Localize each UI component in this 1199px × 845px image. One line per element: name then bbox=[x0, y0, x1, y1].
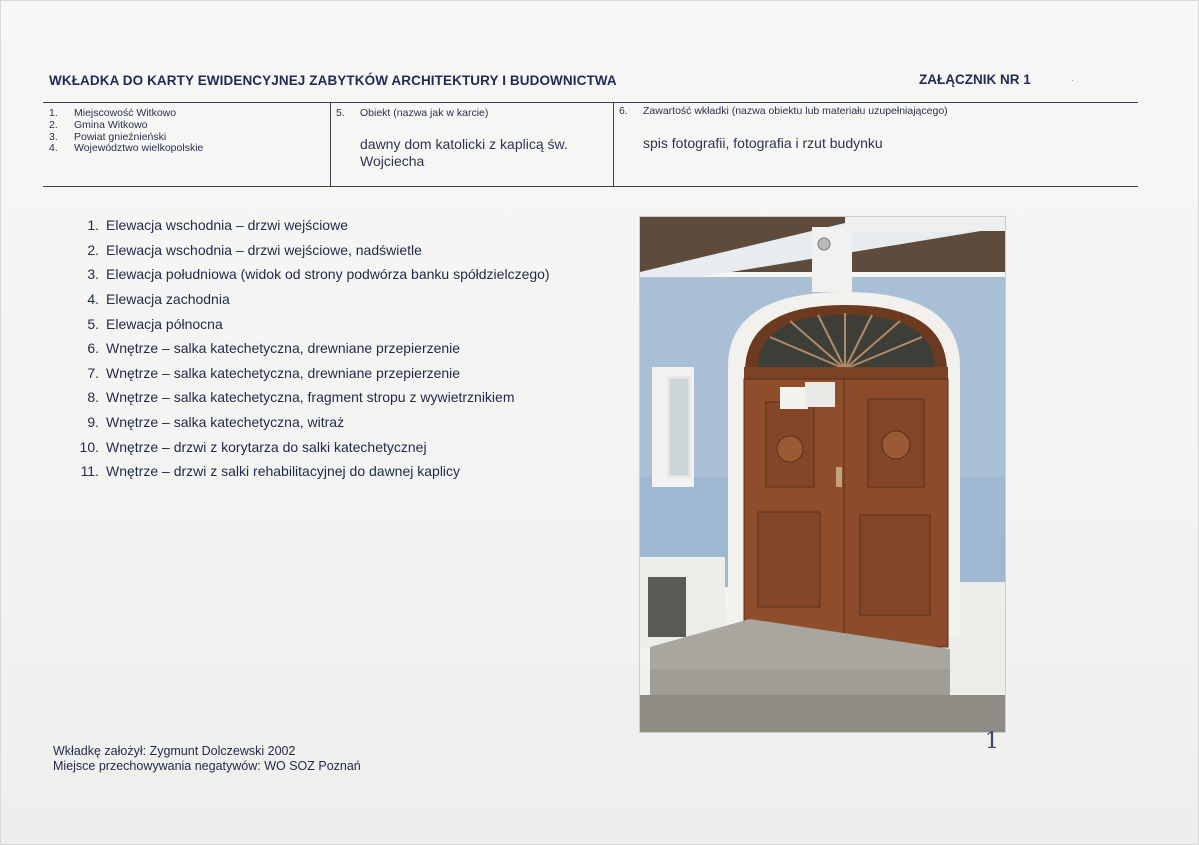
list-item-number: 9. bbox=[87, 414, 99, 431]
list-item-label: Elewacja wschodnia – drzwi wejściowe, nadświetle bbox=[106, 241, 422, 258]
handwritten-page-number: 1 bbox=[985, 729, 999, 754]
location-county: Powiat gnieźnieński bbox=[74, 130, 167, 143]
location-number: 1. bbox=[49, 107, 58, 119]
photo-list bbox=[71, 213, 550, 484]
contents-number: 6. bbox=[619, 105, 628, 117]
location-cell bbox=[49, 108, 203, 155]
list-item-label: Wnętrze – salka katechetyczna, fragment stropu z wywietrznikiem bbox=[106, 389, 515, 406]
list-item-label: Wnętrze – salka katechetyczna, drewniane przepierzenie bbox=[106, 364, 461, 381]
list-item-number: 10. bbox=[79, 438, 99, 455]
contents-heading-text: Zawartość wkładki (nazwa obiektu lub materiału uzupełniającego) bbox=[643, 105, 948, 117]
list-item bbox=[71, 434, 550, 459]
list-item bbox=[71, 410, 550, 435]
list-item-label: Wnętrze – salka katechetyczna, witraż bbox=[106, 414, 345, 431]
annex-number: ZAŁĄCZNIK NR 1 bbox=[919, 72, 1031, 87]
footer-author: Wkładkę założył: Zygmunt Dolczewski 2002 bbox=[53, 744, 296, 758]
list-item bbox=[71, 238, 550, 263]
list-item-number: 5. bbox=[87, 315, 99, 332]
table-bottom-rule bbox=[43, 186, 1138, 187]
list-item-number: 7. bbox=[87, 364, 99, 381]
list-item bbox=[71, 361, 550, 386]
speck: . bbox=[1071, 73, 1074, 84]
object-name: dawny dom katolicki z kaplicą św. Wojciecha bbox=[360, 136, 568, 169]
list-item bbox=[71, 459, 550, 484]
location-commune: Gmina Witkowo bbox=[74, 118, 148, 131]
list-item-number: 2. bbox=[87, 241, 99, 258]
list-item bbox=[71, 213, 550, 238]
location-number: 3. bbox=[49, 130, 58, 143]
list-item-label: Elewacja południowa (widok od strony podwórza banku spółdzielczego) bbox=[106, 266, 550, 283]
list-item-label: Elewacja wschodnia – drzwi wejściowe bbox=[106, 217, 348, 234]
location-row bbox=[49, 143, 203, 155]
list-item bbox=[71, 311, 550, 336]
document-title: WKŁADKA DO KARTY EWIDENCYJNEJ ZABYTKÓW ARCHITEKTURY I BUDOWNICTWA bbox=[49, 73, 617, 88]
list-item-number: 6. bbox=[87, 340, 99, 357]
list-item bbox=[71, 262, 550, 287]
list-item bbox=[71, 336, 550, 361]
door-photograph bbox=[639, 216, 1006, 733]
list-item bbox=[71, 287, 550, 312]
location-locality: Miejscowość Witkowo bbox=[74, 107, 177, 119]
list-item-number: 1. bbox=[87, 217, 99, 234]
contents-value: spis fotografii, fotografia i rzut budynku bbox=[643, 135, 883, 151]
location-number: 4. bbox=[49, 142, 58, 155]
table-top-rule bbox=[43, 102, 1138, 103]
list-item-label: Elewacja zachodnia bbox=[106, 291, 230, 308]
contents-heading bbox=[619, 105, 948, 117]
location-number: 2. bbox=[49, 118, 58, 131]
list-item-number: 4. bbox=[87, 291, 99, 308]
object-heading bbox=[336, 107, 488, 119]
table-divider-1 bbox=[330, 102, 331, 187]
list-item-label: Wnętrze – salka katechetyczna, drewniane przepierzenie bbox=[106, 340, 461, 357]
list-item-label: Wnętrze – drzwi z salki rehabilitacyjnej do dawnej kaplicy bbox=[106, 463, 461, 480]
list-item-number: 11. bbox=[80, 463, 99, 480]
list-item-label: Wnętrze – drzwi z korytarza do salki katechetycznej bbox=[106, 438, 427, 455]
location-row bbox=[49, 120, 203, 132]
list-item bbox=[71, 385, 550, 410]
object-heading-text: Obiekt (nazwa jak w karcie) bbox=[360, 107, 489, 119]
list-item-number: 3. bbox=[87, 266, 99, 283]
footer-negatives-location: Miejsce przechowywania negatywów: WO SOZ Poznań bbox=[53, 758, 361, 773]
list-item-number: 8. bbox=[87, 389, 99, 406]
table-divider-2 bbox=[613, 102, 614, 187]
location-voivodeship: Województwo wielkopolskie bbox=[74, 142, 204, 155]
door-photo-illustration bbox=[640, 217, 1005, 732]
object-number: 5. bbox=[336, 107, 345, 119]
footer bbox=[53, 744, 361, 773]
list-item-label: Elewacja północna bbox=[106, 315, 223, 332]
